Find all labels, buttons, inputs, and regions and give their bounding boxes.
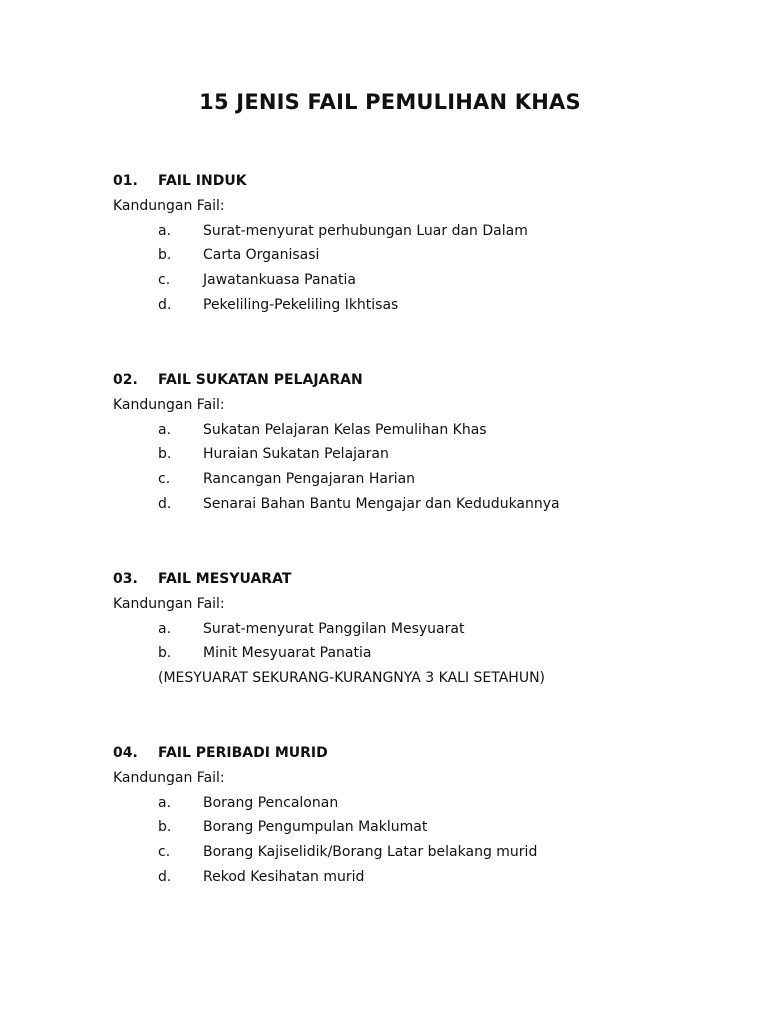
- item-letter: a.: [158, 222, 172, 239]
- item-letter: b.: [158, 819, 172, 836]
- list-item: [113, 243, 733, 268]
- item-text: Surat-menyurat Panggilan Mesyuarat: [203, 620, 465, 637]
- section-fail-sukatan-pelajaran: [113, 368, 733, 517]
- section-heading: [113, 741, 733, 766]
- contents-label: Kandungan Fail:: [113, 769, 225, 786]
- section-heading: [113, 169, 733, 194]
- list-item: [113, 219, 733, 244]
- item-text: Surat-menyurat perhubungan Luar dan Dalam: [203, 222, 528, 239]
- section-title: FAIL SUKATAN PELAJARAN: [158, 372, 363, 388]
- section-number: 02.: [113, 372, 138, 388]
- item-letter: a.: [158, 794, 172, 811]
- section-title: FAIL MESYUARAT: [158, 571, 292, 587]
- section-title: FAIL INDUK: [158, 173, 247, 189]
- list-item: [113, 641, 733, 666]
- section-number: 01.: [113, 173, 138, 189]
- item-letter: c.: [158, 844, 171, 861]
- list-item: [113, 617, 733, 642]
- section-heading: [113, 368, 733, 393]
- section-fail-induk: [113, 169, 733, 318]
- item-text: Rancangan Pengajaran Harian: [203, 471, 416, 488]
- list-item: [113, 442, 733, 467]
- list-item: [113, 791, 733, 816]
- item-letter: d.: [158, 868, 172, 885]
- list-item: [113, 293, 733, 318]
- list-item: [113, 467, 733, 492]
- contents-label: Kandungan Fail:: [113, 396, 225, 413]
- item-text: Borang Kajiselidik/Borang Latar belakang murid: [203, 844, 538, 861]
- section-title: FAIL PERIBADI MURID: [158, 745, 328, 761]
- item-text: Sukatan Pelajaran Kelas Pemulihan Khas: [203, 421, 487, 438]
- item-text: Borang Pencalonan: [203, 794, 339, 811]
- item-letter: d.: [158, 296, 172, 313]
- list-item: [113, 492, 733, 517]
- document-title: 15 JENIS FAIL PEMULIHAN KHAS: [199, 90, 581, 114]
- section-number: 03.: [113, 571, 138, 587]
- item-letter: d.: [158, 495, 172, 512]
- item-text: Jawatankuasa Panatia: [203, 272, 356, 289]
- section-fail-mesyuarat: [113, 567, 733, 691]
- section-heading: [113, 567, 733, 592]
- list-item: [113, 418, 733, 443]
- list-item: [113, 840, 733, 865]
- list-item: [113, 865, 733, 890]
- item-letter: c.: [158, 471, 171, 488]
- list-item: [113, 815, 733, 840]
- item-text: Senarai Bahan Bantu Mengajar dan Kedudukannya: [203, 495, 560, 512]
- item-letter: b.: [158, 247, 172, 264]
- section-fail-peribadi-murid: [113, 741, 733, 890]
- item-text: Borang Pengumpulan Maklumat: [203, 819, 428, 836]
- item-text: Minit Mesyuarat Panatia: [203, 645, 372, 662]
- item-text: Carta Organisasi: [203, 247, 320, 264]
- contents-label: Kandungan Fail:: [113, 595, 225, 612]
- section-number: 04.: [113, 745, 138, 761]
- contents-label: Kandungan Fail:: [113, 197, 225, 214]
- item-letter: a.: [158, 620, 172, 637]
- item-letter: c.: [158, 272, 171, 289]
- list-item: [113, 268, 733, 293]
- item-text: Pekeliling-Pekeliling Ikhtisas: [203, 296, 399, 313]
- item-text: Rekod Kesihatan murid: [203, 868, 365, 885]
- meeting-note: (MESYUARAT SEKURANG-KURANGNYA 3 KALI SETAHUN): [158, 670, 546, 687]
- item-letter: b.: [158, 446, 172, 463]
- item-letter: b.: [158, 645, 172, 662]
- item-text: Huraian Sukatan Pelajaran: [203, 446, 389, 463]
- item-letter: a.: [158, 421, 172, 438]
